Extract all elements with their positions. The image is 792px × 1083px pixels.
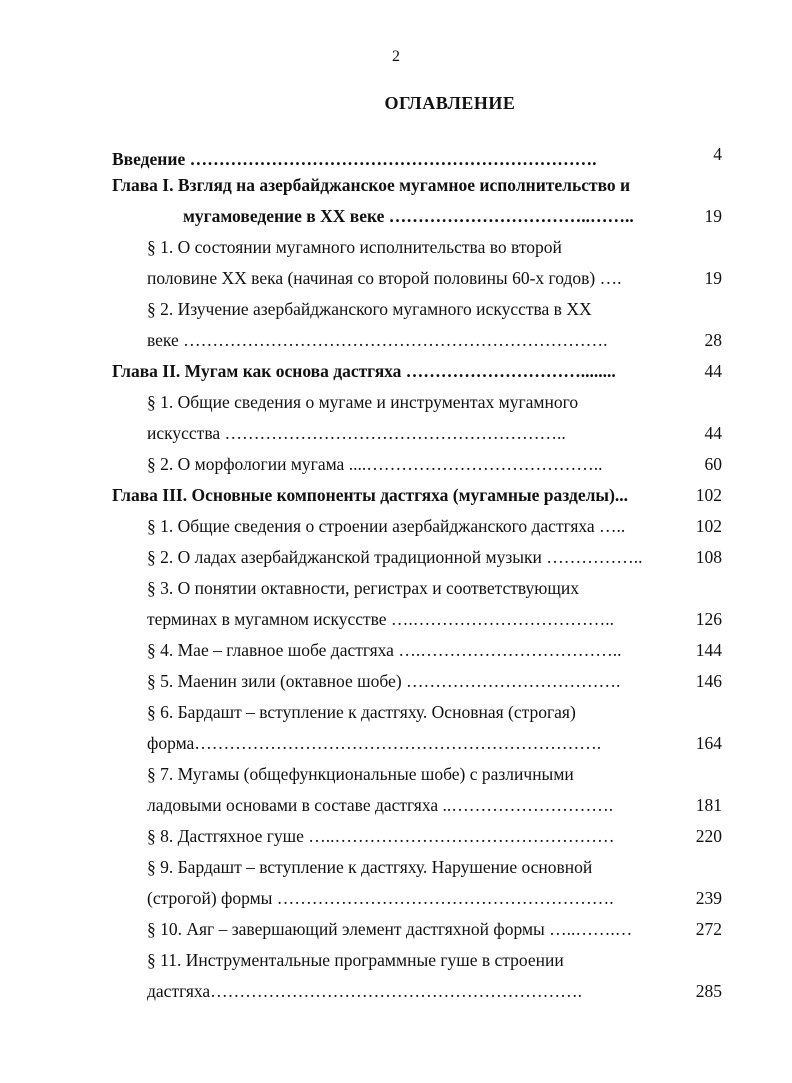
toc-page-number: 19	[704, 268, 722, 288]
toc-page-number: 19	[704, 206, 722, 226]
toc-entry-intro[interactable]: Введение …………………………………………………………….	[112, 149, 597, 169]
toc-entry-section[interactable]: § 9. Бардашт – вступление к дастгяху. Нарушение основной	[147, 857, 593, 877]
toc-page-number: 239	[695, 888, 722, 908]
toc-entry-section[interactable]: § 10. Аяг – завершающий элемент дастгяхной формы …..…….…	[147, 919, 633, 939]
toc-entry-section-cont[interactable]: искусства …………………………………………………..	[147, 423, 566, 443]
toc-page-number: 181	[695, 795, 722, 815]
toc-entry-section-cont[interactable]: форма…………………………………………………………….	[147, 733, 602, 753]
toc-page-number: 272	[695, 919, 722, 939]
toc-entry-section-cont[interactable]: дастгяха……………………………………………………….	[147, 981, 583, 1001]
toc-page-number: 108	[695, 547, 722, 567]
toc-page-number: 144	[695, 640, 722, 660]
toc-entry-chapter-1-cont[interactable]: мугамоведение в XX веке ……………………………..……..	[183, 206, 634, 226]
toc-entry-section[interactable]: § 8. Дастгяхное гуше …..…………………………………………	[147, 826, 615, 846]
toc-entry-section-cont[interactable]: половине XX века (начиная со второй половины 60-х годов) ….	[147, 268, 622, 288]
page-number: 2	[392, 48, 400, 65]
page-title: ОГЛАВЛЕНИЕ	[384, 93, 516, 113]
toc-entry-section-cont[interactable]: терминах в мугамном искусстве ….……………………………..	[147, 609, 615, 629]
toc-entry-section[interactable]: § 1. Общие сведения о строении азербайджанского дастгяха …..	[147, 516, 626, 536]
toc-page-number: 164	[695, 733, 722, 753]
toc-entry-section[interactable]: § 1. Общие сведения о мугаме и инструментах мугамного	[147, 392, 579, 412]
toc-entry-section[interactable]: § 3. О понятии октавности, регистрах и соответствующих	[147, 578, 579, 598]
toc-page-number: 126	[695, 609, 722, 629]
toc-entry-section-cont[interactable]: веке ……………………………………………………………….	[147, 330, 608, 350]
toc-entry-chapter-2[interactable]: Глава II. Мугам как основа дастгяха …………………………........	[112, 361, 616, 381]
toc-page-number: 285	[695, 981, 722, 1001]
toc-entry-section[interactable]: § 2. О морфологии мугама ....…………………………………..	[147, 454, 603, 474]
toc-entry-chapter-1[interactable]: Глава I. Взгляд на азербайджанское мугамное исполнительство и	[112, 175, 631, 195]
toc-page-number: 220	[695, 826, 722, 846]
toc-entry-section-cont[interactable]: ладовыми основами в составе дастгяха ..……………………….	[147, 795, 614, 815]
toc-entry-section[interactable]: § 2. Изучение азербайджанского мугамного искусства в XX	[147, 299, 592, 319]
toc-entry-section[interactable]: § 7. Мугамы (общефункциональные шобе) с различными	[147, 764, 574, 784]
toc-entry-section[interactable]: § 2. О ладах азербайджанской традиционной музыки ……………..	[147, 547, 643, 567]
toc-page-number: 4	[713, 144, 722, 164]
toc-entry-section[interactable]: § 5. Маенин зили (октавное шобе) ……………………………….	[147, 671, 621, 691]
toc-page-number: 44	[704, 361, 722, 381]
toc-page-number: 44	[704, 423, 722, 443]
toc-page-number: 146	[695, 671, 722, 691]
toc-entry-section[interactable]: § 1. О состоянии мугамного исполнительства во второй	[147, 237, 562, 257]
toc-entry-section[interactable]: § 4. Мае – главное шобе дастгяха ….……………………………..	[147, 640, 622, 660]
toc-entry-section[interactable]: § 11. Инструментальные программные гуше в строении	[147, 950, 564, 970]
toc-page-number: 102	[695, 516, 722, 536]
toc-entry-section-cont[interactable]: (строгой) формы ………………………………………………….	[147, 888, 614, 908]
toc-entry-section[interactable]: § 6. Бардашт – вступление к дастгяху. Основная (строгая)	[147, 702, 576, 722]
toc-entry-chapter-3[interactable]: Глава III. Основные компоненты дастгяха (мугамные разделы)...	[112, 485, 629, 505]
toc-page-number: 102	[695, 485, 722, 505]
toc-page-number: 60	[704, 454, 722, 474]
toc-page-number: 28	[704, 330, 722, 350]
